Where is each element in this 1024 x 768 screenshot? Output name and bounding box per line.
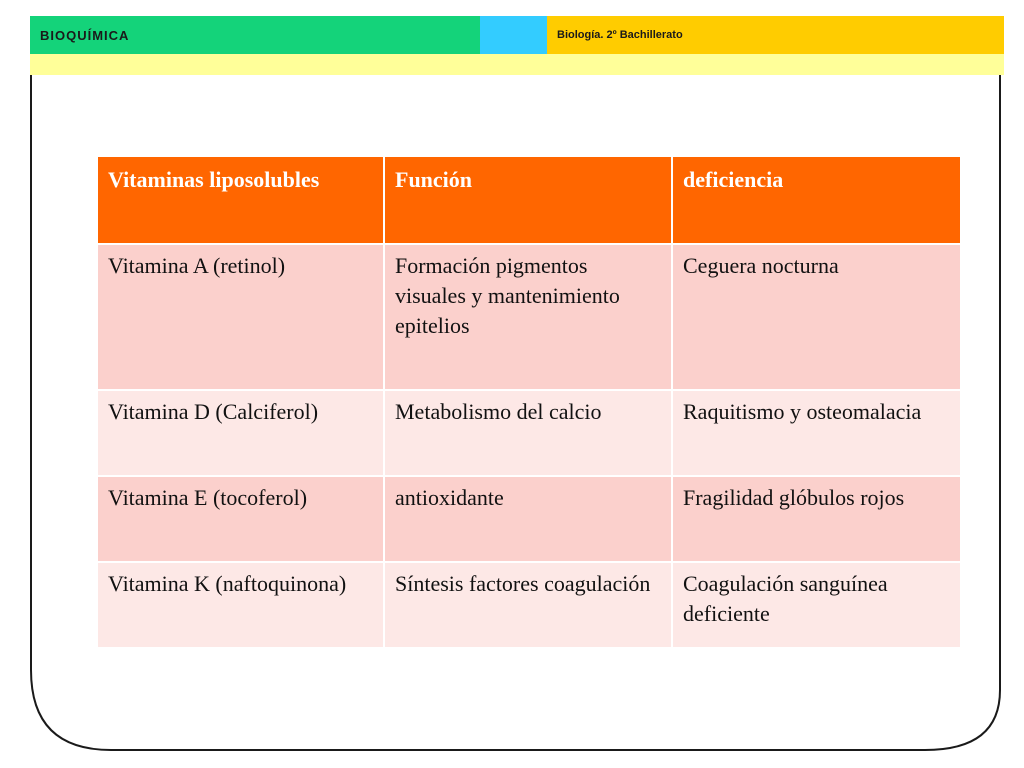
cell-deficiency: Ceguera nocturna — [672, 244, 961, 390]
column-header-deficiency: deficiencia — [672, 156, 961, 244]
table-row — [97, 476, 961, 562]
cell-function: Síntesis factores coagulación — [384, 562, 672, 648]
header-band — [30, 16, 1004, 54]
cell-vitamin: Vitamina A (retinol) — [97, 244, 384, 390]
table-row — [97, 244, 961, 390]
header-title: BIOQUÍMICA — [40, 27, 130, 43]
column-header-function: Función — [384, 156, 672, 244]
header-yellow-block — [547, 16, 1004, 54]
table-row — [97, 562, 961, 648]
cell-deficiency: Fragilidad glóbulos rojos — [672, 476, 961, 562]
column-header-vitamin: Vitaminas liposolubles — [97, 156, 384, 244]
header-strip — [30, 54, 1004, 75]
header-subtitle: Biología. 2º Bachillerato — [557, 29, 683, 41]
cell-function: Metabolismo del calcio — [384, 390, 672, 476]
table-row — [97, 390, 961, 476]
cell-deficiency: Raquitismo y osteomalacia — [672, 390, 961, 476]
cell-vitamin: Vitamina K (naftoquinona) — [97, 562, 384, 648]
table-header-row — [97, 156, 961, 244]
cell-deficiency: Coagulación sanguínea deficiente — [672, 562, 961, 648]
cell-vitamin: Vitamina E (tocoferol) — [97, 476, 384, 562]
vitamins-table — [96, 155, 962, 649]
cell-function: antioxidante — [384, 476, 672, 562]
header-blue-block — [480, 16, 547, 54]
header-green-block — [30, 16, 480, 54]
cell-vitamin: Vitamina D (Calciferol) — [97, 390, 384, 476]
cell-function: Formación pigmentos visuales y mantenimiento epitelios — [384, 244, 672, 390]
